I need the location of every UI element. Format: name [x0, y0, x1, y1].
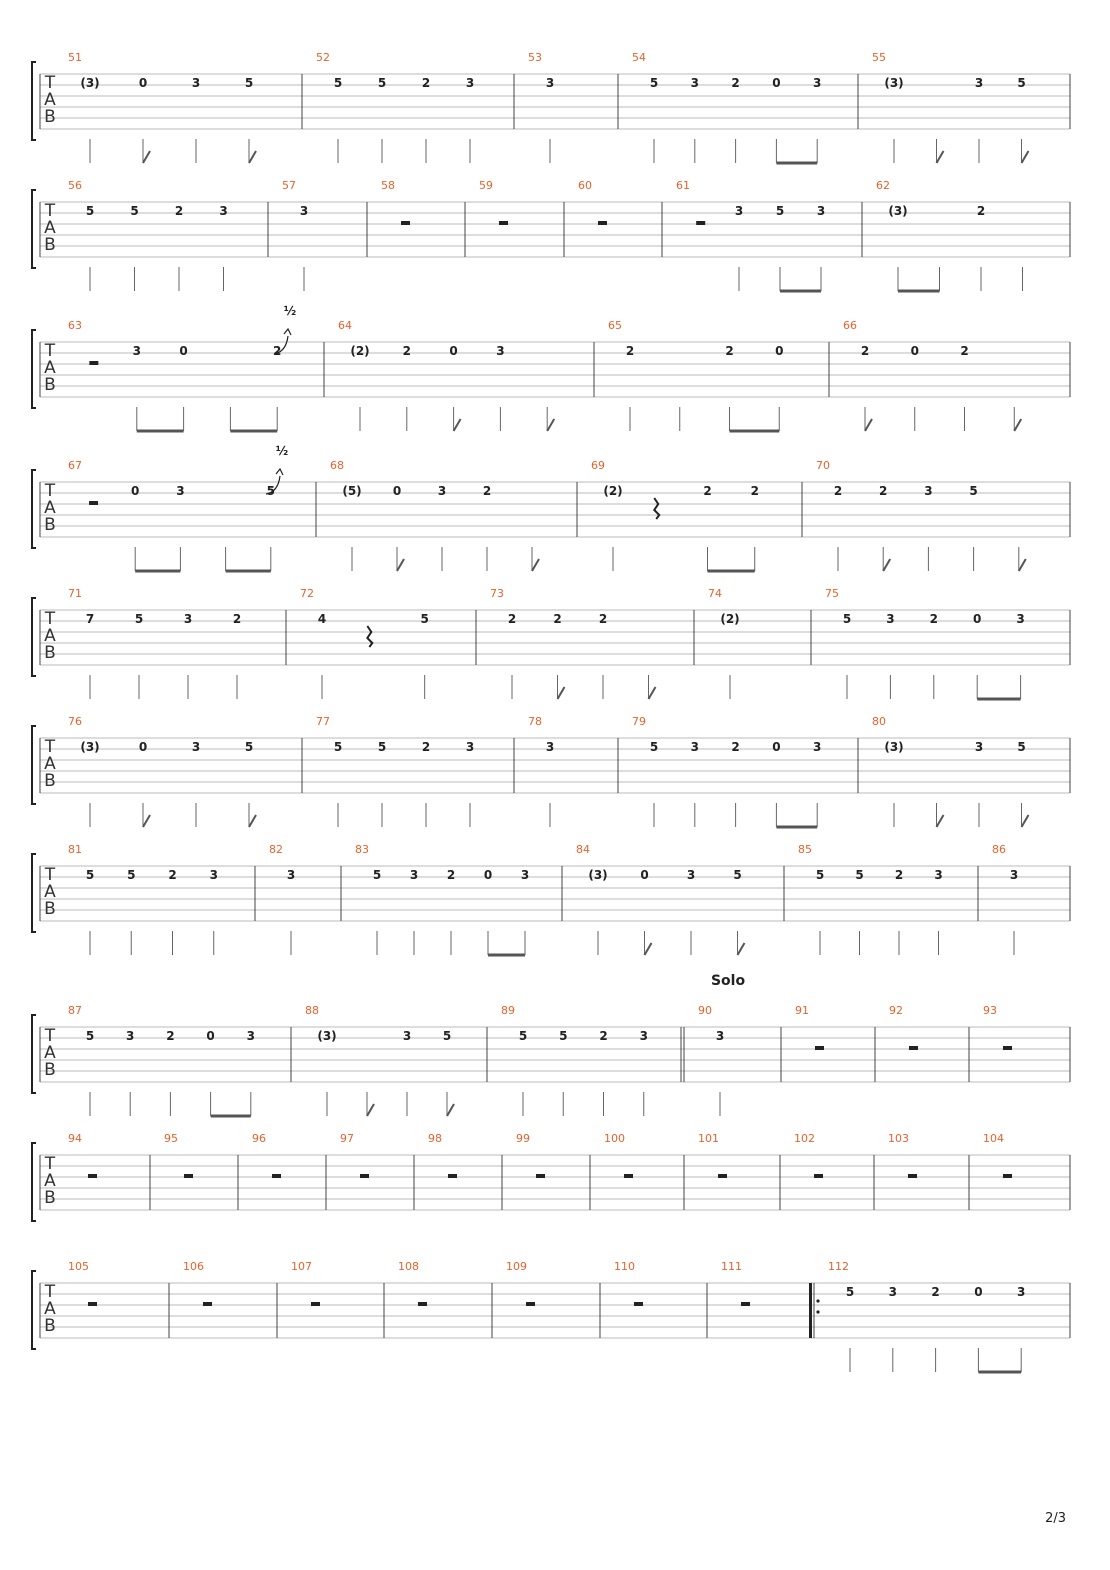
- tab-system: [32, 469, 1070, 571]
- measure-number: 79: [632, 715, 646, 728]
- fret-number: 2: [421, 76, 431, 90]
- fret-number: 3: [813, 76, 822, 90]
- tab-clef-letter: T: [44, 201, 56, 221]
- tab-clef-letter: B: [44, 1188, 56, 1208]
- measure-number: 105: [68, 1260, 89, 1273]
- quarter-rest: [367, 626, 372, 647]
- note-flag: [143, 151, 150, 163]
- measure-number: 68: [330, 459, 344, 472]
- fret-number: 3: [183, 612, 193, 626]
- measure-number: 90: [698, 1004, 712, 1017]
- fret-number: 3: [496, 344, 505, 358]
- measure-number: 83: [355, 843, 369, 856]
- note-flag: [738, 943, 745, 955]
- fret-number: 3: [813, 740, 822, 754]
- fret-number: 5: [130, 204, 139, 218]
- measure-number: 63: [68, 319, 82, 332]
- measure-number: 51: [68, 51, 82, 64]
- tab-clef-letter: B: [44, 771, 56, 791]
- fret-number: 2: [273, 344, 282, 358]
- rest-mark: [88, 1174, 97, 1178]
- fret-number: 2: [598, 612, 608, 626]
- tab-clef-letter: A: [44, 358, 56, 378]
- measure-number: 100: [604, 1132, 625, 1145]
- fret-number: 0: [772, 76, 781, 90]
- rest-mark: [624, 1174, 633, 1178]
- measure-number: 94: [68, 1132, 82, 1145]
- repeat-dot: [816, 1310, 819, 1313]
- fret-number: 5: [518, 1029, 528, 1043]
- fret-number: 2: [402, 344, 411, 358]
- measure-number: 97: [340, 1132, 354, 1145]
- note-flag: [1019, 559, 1026, 571]
- fret-number: 0: [449, 344, 458, 358]
- measure-number: 106: [183, 1260, 204, 1273]
- fret-number: 2: [879, 484, 888, 498]
- fret-number: 5: [377, 76, 387, 90]
- fret-number: 3: [1016, 612, 1025, 626]
- measure-number: 67: [68, 459, 82, 472]
- system-bracket: [32, 598, 36, 676]
- fret-number: 2: [421, 740, 431, 754]
- note-flag: [558, 687, 565, 699]
- fret-number: 5: [442, 1029, 452, 1043]
- fret-number: 0: [973, 612, 982, 626]
- measure-number: 104: [983, 1132, 1004, 1145]
- fret-number: 3: [246, 1029, 255, 1043]
- fret-number: 0: [640, 868, 649, 882]
- measure-number: 70: [816, 459, 830, 472]
- rest-mark: [418, 1302, 427, 1306]
- measure-number: 89: [501, 1004, 515, 1017]
- rest-mark: [696, 221, 705, 225]
- fret-number: 5: [842, 612, 852, 626]
- tab-clef-letter: T: [44, 341, 56, 361]
- repeat-dot: [816, 1299, 819, 1302]
- measure-number: 61: [676, 179, 690, 192]
- measure-number: 93: [983, 1004, 997, 1017]
- fret-number: (2): [350, 344, 370, 358]
- rest-mark: [89, 501, 98, 505]
- measure-number: 52: [316, 51, 330, 64]
- rest-mark: [634, 1302, 643, 1306]
- fret-number: (3): [317, 1029, 337, 1043]
- fret-number: (2): [603, 484, 623, 498]
- fret-number: 2: [731, 76, 740, 90]
- measure-number: 72: [300, 587, 314, 600]
- measure-number: 56: [68, 179, 82, 192]
- fret-number: 2: [703, 484, 712, 498]
- measure-number: 87: [68, 1004, 82, 1017]
- tab-system: [32, 1015, 1070, 1116]
- measure-number: 96: [252, 1132, 266, 1145]
- measure-number: 84: [576, 843, 590, 856]
- fret-number: 0: [138, 740, 148, 754]
- tab-clef-letter: B: [44, 1316, 56, 1336]
- rest-mark: [1003, 1046, 1012, 1050]
- fret-number: 2: [731, 740, 740, 754]
- fret-number: 5: [372, 868, 382, 882]
- fret-number: 2: [166, 1029, 175, 1043]
- fret-number: 3: [686, 868, 696, 882]
- rest-mark: [448, 1174, 457, 1178]
- tab-system: [32, 1271, 1070, 1372]
- fret-number: 5: [134, 612, 144, 626]
- quarter-rest: [654, 498, 659, 519]
- system-bracket: [32, 470, 36, 548]
- measure-number: 58: [381, 179, 395, 192]
- fret-number: 3: [409, 868, 419, 882]
- tab-clef-letter: A: [44, 1171, 56, 1191]
- fret-number: 5: [649, 740, 659, 754]
- note-flag: [645, 943, 652, 955]
- fret-number: 3: [1009, 868, 1019, 882]
- fret-number: 7: [85, 612, 95, 626]
- measure-number: 81: [68, 843, 82, 856]
- fret-number: 3: [465, 740, 475, 754]
- note-flag: [1022, 815, 1029, 827]
- fret-number: 3: [974, 740, 984, 754]
- fret-number: 5: [1017, 76, 1026, 90]
- note-flag: [532, 559, 539, 571]
- fret-number: 5: [333, 76, 343, 90]
- fret-number: 3: [402, 1029, 412, 1043]
- measure-number: 98: [428, 1132, 442, 1145]
- system-bracket: [32, 1143, 36, 1221]
- tab-clef-letter: T: [44, 1154, 56, 1174]
- fret-number: 3: [126, 1029, 135, 1043]
- fret-number: 3: [545, 740, 555, 754]
- system-bracket: [32, 62, 36, 140]
- fret-number: 3: [286, 868, 296, 882]
- fret-number: 0: [775, 344, 784, 358]
- note-flag: [447, 1104, 454, 1116]
- tab-clef-letter: A: [44, 1299, 56, 1319]
- fret-number: 2: [553, 612, 562, 626]
- fret-number: 5: [733, 868, 742, 882]
- system-bracket: [32, 854, 36, 932]
- rest-mark: [598, 221, 607, 225]
- measure-number: 82: [269, 843, 283, 856]
- measure-number: 86: [992, 843, 1006, 856]
- note-flag: [397, 559, 404, 571]
- fret-number: 5: [855, 868, 864, 882]
- measure-number: 80: [872, 715, 886, 728]
- fret-number: 2: [232, 612, 242, 626]
- fret-number: 0: [392, 484, 402, 498]
- fret-number: 3: [924, 484, 933, 498]
- fret-number: (3): [80, 740, 100, 754]
- note-flag: [454, 419, 461, 431]
- measure-number: 78: [528, 715, 542, 728]
- fret-number: 3: [545, 76, 555, 90]
- measure-number: 91: [795, 1004, 809, 1017]
- fret-number: 3: [437, 484, 447, 498]
- measure-number: 102: [794, 1132, 815, 1145]
- rest-mark: [526, 1302, 535, 1306]
- fret-number: 3: [465, 76, 475, 90]
- rest-mark: [499, 221, 508, 225]
- measure-number: 111: [721, 1260, 742, 1273]
- rest-mark: [272, 1174, 281, 1178]
- fret-number: 3: [191, 76, 201, 90]
- measure-number: 103: [888, 1132, 909, 1145]
- fret-number: 3: [690, 76, 699, 90]
- measure-number: 108: [398, 1260, 419, 1273]
- bend-arrowhead: [276, 469, 283, 475]
- tab-clef-letter: A: [44, 498, 56, 518]
- measure-number: 110: [614, 1260, 635, 1273]
- fret-number: 2: [507, 612, 517, 626]
- measure-number: 92: [889, 1004, 903, 1017]
- fret-number: 2: [725, 344, 734, 358]
- measure-number: 71: [68, 587, 82, 600]
- fret-number: 3: [886, 612, 895, 626]
- fret-number: (5): [342, 484, 362, 498]
- tab-clef-letter: A: [44, 882, 56, 902]
- fret-number: 5: [845, 1285, 855, 1299]
- fret-number: (3): [884, 76, 904, 90]
- fret-number: 5: [969, 484, 978, 498]
- measure-number: 62: [876, 179, 890, 192]
- fret-number: 5: [420, 612, 429, 626]
- system-bracket: [32, 330, 36, 408]
- system-bracket: [32, 1015, 36, 1093]
- note-flag: [249, 815, 256, 827]
- fret-number: 5: [266, 484, 275, 498]
- tab-clef-letter: B: [44, 235, 56, 255]
- fret-number: 3: [191, 740, 201, 754]
- note-flag: [1022, 151, 1029, 163]
- fret-number: 3: [1017, 1285, 1026, 1299]
- rest-mark: [88, 1302, 97, 1306]
- fret-number: 3: [734, 204, 744, 218]
- fret-number: 2: [960, 344, 969, 358]
- measure-number: 88: [305, 1004, 319, 1017]
- fret-number: 2: [625, 344, 635, 358]
- tab-clef-letter: B: [44, 643, 56, 663]
- measure-number: 55: [872, 51, 886, 64]
- rest-mark: [311, 1302, 320, 1306]
- measure-number: 69: [591, 459, 605, 472]
- measure-number: 73: [490, 587, 504, 600]
- tab-clef-letter: B: [44, 107, 56, 127]
- page-number: 2/3: [1045, 1511, 1066, 1526]
- rest-mark: [814, 1174, 823, 1178]
- note-flag: [937, 151, 944, 163]
- fret-number: 3: [299, 204, 309, 218]
- rest-mark: [203, 1302, 212, 1306]
- measure-number: 75: [825, 587, 839, 600]
- system-bracket: [32, 726, 36, 804]
- measure-number: 107: [291, 1260, 312, 1273]
- fret-number: 3: [639, 1029, 648, 1043]
- tab-clef-letter: B: [44, 1060, 56, 1080]
- note-flag: [1014, 419, 1021, 431]
- bend-amount: ½: [283, 304, 297, 318]
- measure-number: 74: [708, 587, 722, 600]
- fret-number: 2: [894, 868, 904, 882]
- fret-number: (3): [80, 76, 100, 90]
- rest-mark: [815, 1046, 824, 1050]
- fret-number: 0: [910, 344, 919, 358]
- measure-number: 60: [578, 179, 592, 192]
- fret-number: 3: [520, 868, 530, 882]
- fret-number: 0: [974, 1285, 983, 1299]
- system-bracket: [32, 1271, 36, 1349]
- note-flag: [937, 815, 944, 827]
- fret-number: 3: [690, 740, 699, 754]
- tab-clef-letter: T: [44, 865, 56, 885]
- fret-number: 2: [174, 204, 184, 218]
- fret-number: 5: [377, 740, 387, 754]
- measure-number: 53: [528, 51, 542, 64]
- fret-number: 3: [176, 484, 185, 498]
- fret-number: 0: [131, 484, 140, 498]
- fret-number: 5: [244, 76, 254, 90]
- tab-clef-letter: A: [44, 754, 56, 774]
- fret-number: 3: [132, 344, 141, 358]
- fret-number: 0: [138, 76, 148, 90]
- measure-number: 95: [164, 1132, 178, 1145]
- rest-mark: [908, 1174, 917, 1178]
- fret-number: 2: [446, 868, 456, 882]
- rest-mark: [741, 1302, 750, 1306]
- tab-system: [32, 1143, 1070, 1221]
- bend-amount: ½: [275, 444, 289, 458]
- tab-clef-letter: T: [44, 737, 56, 757]
- tab-clef-letter: T: [44, 609, 56, 629]
- fret-number: 5: [127, 868, 136, 882]
- measure-number: 101: [698, 1132, 719, 1145]
- measure-number: 59: [479, 179, 493, 192]
- section-label: Solo: [710, 973, 746, 989]
- fret-number: 3: [219, 204, 228, 218]
- rest-mark: [909, 1046, 918, 1050]
- fret-number: 0: [483, 868, 493, 882]
- tab-clef-letter: B: [44, 375, 56, 395]
- fret-number: 5: [649, 76, 659, 90]
- note-flag: [249, 151, 256, 163]
- measure-number: 112: [828, 1260, 849, 1273]
- note-flag: [367, 1104, 374, 1116]
- tab-system: [32, 854, 1070, 955]
- fret-number: 2: [750, 484, 759, 498]
- note-flag: [865, 419, 872, 431]
- fret-number: (3): [884, 740, 904, 754]
- tab-clef-letter: A: [44, 626, 56, 646]
- measure-number: 77: [316, 715, 330, 728]
- rest-mark: [1003, 1174, 1012, 1178]
- fret-number: 5: [815, 868, 825, 882]
- fret-number: 4: [317, 612, 327, 626]
- rest-mark: [360, 1174, 369, 1178]
- tab-clef-letter: T: [44, 73, 56, 93]
- fret-number: 5: [85, 868, 95, 882]
- measure-number: 76: [68, 715, 82, 728]
- fret-number: 2: [976, 204, 986, 218]
- tab-clef-letter: A: [44, 218, 56, 238]
- fret-number: 0: [772, 740, 781, 754]
- system-bracket: [32, 190, 36, 268]
- measure-number: 109: [506, 1260, 527, 1273]
- tab-clef-letter: B: [44, 515, 56, 535]
- measure-number: 64: [338, 319, 352, 332]
- fret-number: 2: [833, 484, 843, 498]
- tab-clef-letter: T: [44, 1026, 56, 1046]
- fret-number: 2: [929, 612, 938, 626]
- fret-number: 5: [559, 1029, 568, 1043]
- fret-number: (2): [720, 612, 740, 626]
- fret-number: (3): [588, 868, 608, 882]
- tab-clef-letter: A: [44, 90, 56, 110]
- fret-number: 0: [179, 344, 188, 358]
- rest-mark: [184, 1174, 193, 1178]
- fret-number: 3: [715, 1029, 725, 1043]
- measure-number: 57: [282, 179, 296, 192]
- fret-number: 5: [85, 204, 95, 218]
- note-flag: [649, 687, 656, 699]
- tab-clef-letter: B: [44, 899, 56, 919]
- rest-mark: [718, 1174, 727, 1178]
- fret-number: 3: [888, 1285, 897, 1299]
- note-flag: [547, 419, 554, 431]
- bend-arrowhead: [284, 329, 291, 335]
- fret-number: 2: [931, 1285, 940, 1299]
- fret-number: 3: [974, 76, 984, 90]
- tab-clef-letter: A: [44, 1043, 56, 1063]
- rest-mark: [89, 361, 98, 365]
- fret-number: 5: [244, 740, 254, 754]
- fret-number: 5: [1017, 740, 1026, 754]
- measure-number: 54: [632, 51, 646, 64]
- note-flag: [883, 559, 890, 571]
- fret-number: 2: [168, 868, 177, 882]
- fret-number: 2: [599, 1029, 608, 1043]
- tab-clef-letter: T: [44, 1282, 56, 1302]
- fret-number: 3: [816, 204, 826, 218]
- fret-number: 5: [85, 1029, 95, 1043]
- rest-mark: [401, 221, 410, 225]
- measure-number: 66: [843, 319, 857, 332]
- rest-mark: [536, 1174, 545, 1178]
- repeat-barline: [809, 1283, 812, 1338]
- tab-clef-letter: T: [44, 481, 56, 501]
- fret-number: 0: [206, 1029, 215, 1043]
- fret-number: 3: [934, 868, 943, 882]
- measure-number: 85: [798, 843, 812, 856]
- fret-number: (3): [888, 204, 908, 218]
- fret-number: 2: [482, 484, 492, 498]
- fret-number: 5: [775, 204, 785, 218]
- measure-number: 99: [516, 1132, 530, 1145]
- tab-system: [32, 190, 1070, 291]
- fret-number: 5: [333, 740, 343, 754]
- fret-number: 3: [209, 868, 218, 882]
- measure-number: 65: [608, 319, 622, 332]
- fret-number: 2: [860, 344, 870, 358]
- note-flag: [143, 815, 150, 827]
